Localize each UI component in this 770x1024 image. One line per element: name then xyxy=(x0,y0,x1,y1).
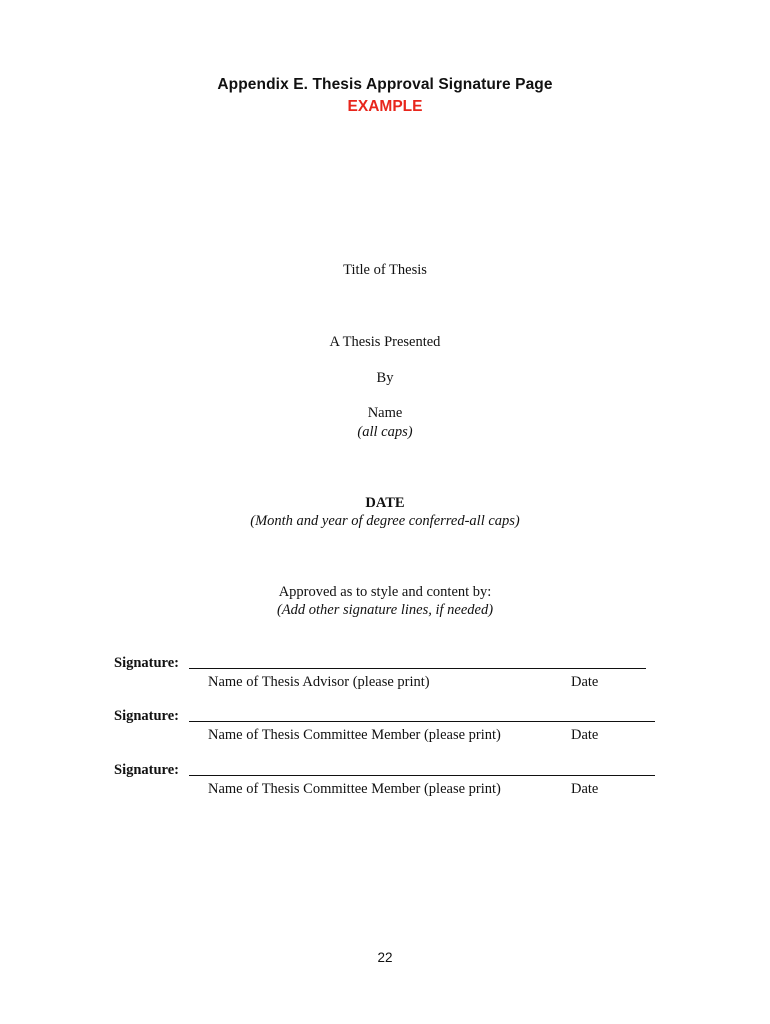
author-name: Name xyxy=(367,405,403,421)
signature-label: Signature: xyxy=(114,762,179,778)
signature-line xyxy=(189,775,655,776)
signature-line xyxy=(189,668,646,669)
signature-date: Date xyxy=(571,781,599,797)
author-name-note: (all caps) xyxy=(357,424,413,440)
thesis-presented: A Thesis Presented xyxy=(329,334,441,350)
approved-statement: Approved as to style and content by: xyxy=(278,584,492,600)
date-note: (Month and year of degree conferred-all caps) xyxy=(250,513,520,529)
signature-label: Signature: xyxy=(114,708,179,724)
approved-note: (Add other signature lines, if needed) xyxy=(276,602,494,618)
signature-role: Name of Thesis Advisor (please print) xyxy=(208,674,430,690)
signature-date: Date xyxy=(571,674,599,690)
signature-date: Date xyxy=(571,727,599,743)
signature-line xyxy=(189,721,655,722)
page-heading: Appendix E. Thesis Approval Signature Page xyxy=(217,76,553,93)
signature-role: Name of Thesis Committee Member (please print) xyxy=(208,727,501,743)
signature-role: Name of Thesis Committee Member (please print) xyxy=(208,781,501,797)
signature-label: Signature: xyxy=(114,655,179,671)
by-line: By xyxy=(376,370,394,386)
page-number: 22 xyxy=(377,950,393,965)
date-label: DATE xyxy=(365,495,405,511)
example-label: EXAMPLE xyxy=(347,98,423,115)
thesis-title: Title of Thesis xyxy=(343,262,427,278)
